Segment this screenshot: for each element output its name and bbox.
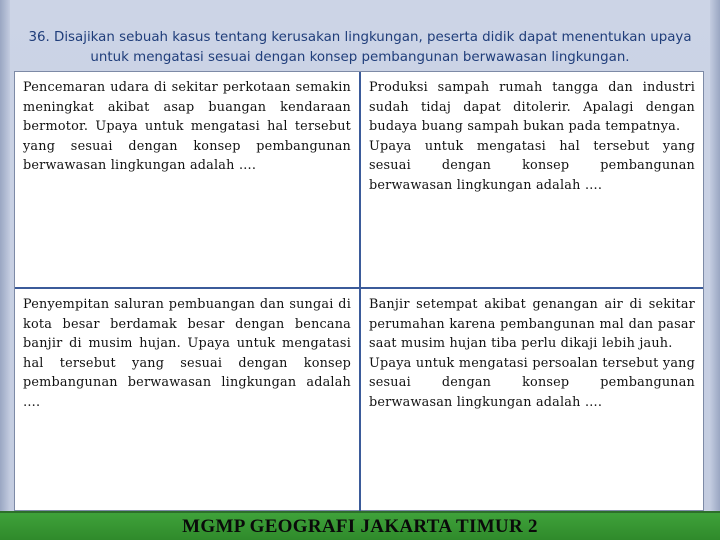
question-header: 36. Disajikan sebuah kasus tentang kerusakan lingkungan, peserta didik dapat menentukan upaya untuk mengatasi sesuai dengan konsep pembangunan berwawasan lingkungan. <box>28 30 692 65</box>
case-text-river-narrowing: Penyempitan saluran pembuangan dan sungai di kota besar berdamak besar dengan bencana banjir di musim hujan. Upaya untuk mengatasi hal tersebut yang sesuai dengan konsep pembangunan berwawasan lingkungan adalah …. <box>23 297 351 410</box>
case-cell-top-left <box>15 72 359 287</box>
case-cell-bottom-right <box>361 289 703 511</box>
footer-bar <box>0 511 720 540</box>
case-question-flooding: Upaya untuk mengatasi persoalan tersebut yang sesuai dengan konsep pembangunan berwawasan lingkungan adalah …. <box>369 355 695 410</box>
case-text-waste-production: Produksi sampah rumah tangga dan industri sudah tidaj dapat ditolerir. Apalagi dengan budaya buang sampah bukan pada tempatnya. <box>369 80 695 135</box>
footer-title: MGMP GEOGRAFI JAKARTA TIMUR 2 <box>182 516 538 537</box>
table-vertical-divider <box>359 72 361 512</box>
case-cell-top-right <box>361 72 703 287</box>
case-text-local-flooding: Banjir setempat akibat genangan air di sekitar perumahan karena pembangunan mal dan pasar saat musim hujan tiba perlu dikaji lebih jauh. <box>369 297 695 352</box>
table-horizontal-divider <box>15 287 703 289</box>
right-edge-shade <box>710 0 720 540</box>
left-edge-shade <box>0 0 10 540</box>
case-table <box>14 71 704 511</box>
case-text-air-pollution: Pencemaran udara di sekitar perkotaan semakin meningkat akibat asap buangan kendaraan bermotor. Upaya untuk mengatasi hal tersebut yang sesuai dengan konsep pembangunan berwawasan lingkungan adalah …. <box>23 80 351 174</box>
case-question-waste: Upaya untuk mengatasi hal tersebut yang sesuai dengan konsep pembangunan berwawasan lingkungan adalah …. <box>369 138 695 193</box>
case-cell-bottom-left <box>15 289 359 511</box>
